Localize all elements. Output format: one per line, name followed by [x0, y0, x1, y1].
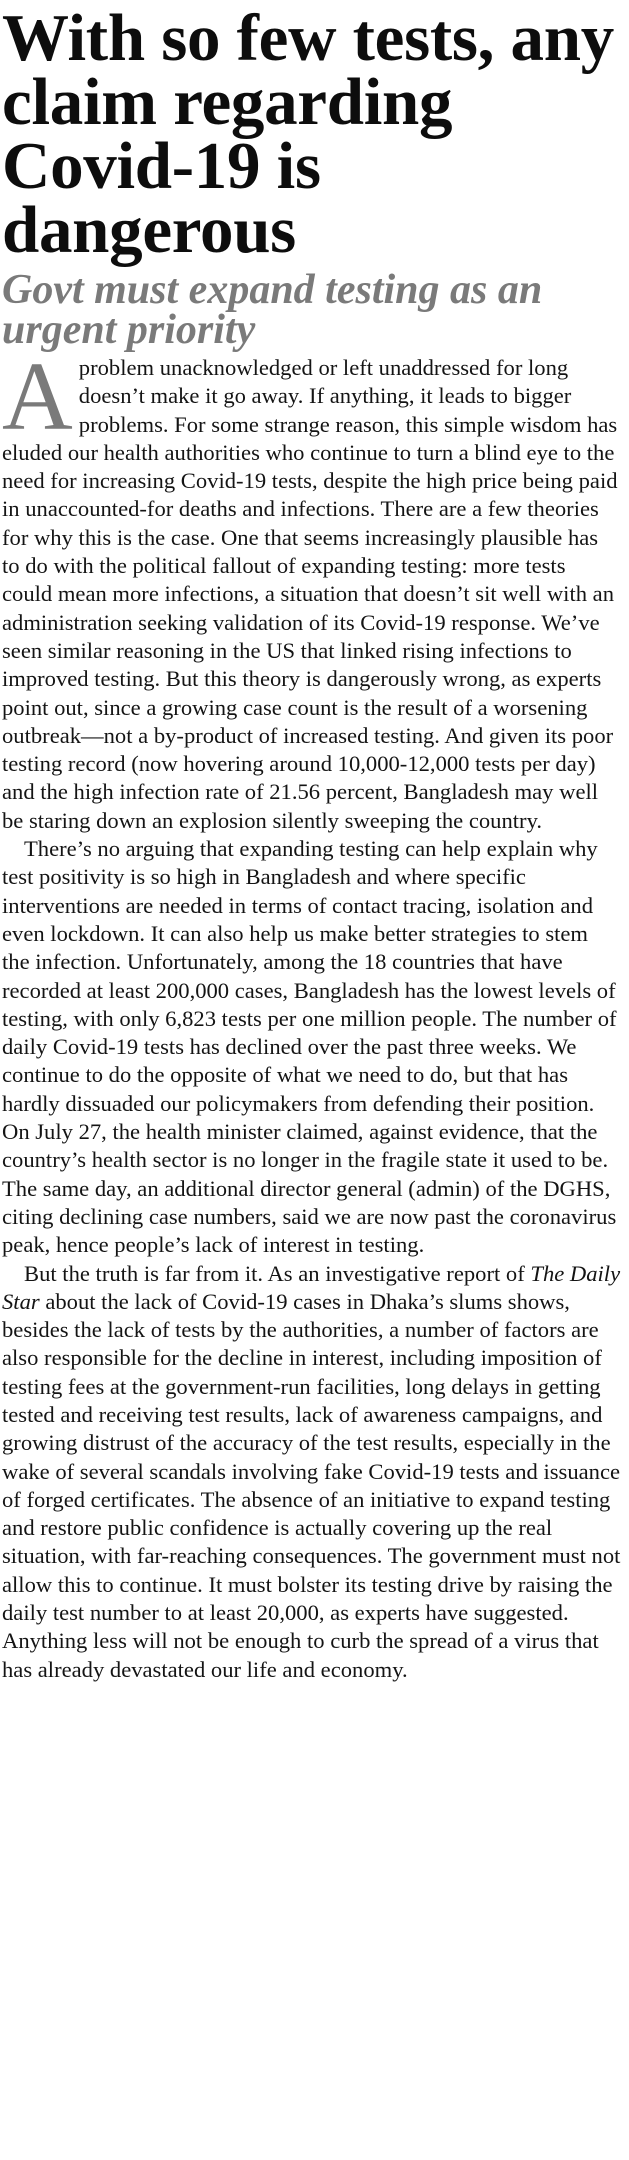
article-body	[2, 343, 621, 1684]
paragraph-1	[2, 343, 621, 835]
headline: With so few tests, any claim regarding Covid-19 is dangerous	[2, 1, 614, 267]
paragraph-2: There’s no arguing that expanding testing can help explain why test positivity is so high in Bangladesh and where specific interventions are needed in terms of contact tracing, isolation and even lockdown. It can also help us make better strategies to stem the infection. Unfortunately, among the 18 countries that have recorded at least 200,000 cases, Bangladesh has the lowest levels of testing, with only 6,823 tests per one million people. The number of daily Covid-19 tests has declined over the past three weeks. We continue to do the opposite of what we need to do, but that has hardly dissuaded our policymakers from defending their position. On July 27, the health minister claimed, against evidence, that the country’s health sector is no longer in the fragile state it used to be. The same day, an additional director general (admin) of the DGHS, citing declining case numbers, said we are now past the coronavirus peak, hence people’s lack of interest in testing.	[2, 836, 617, 1258]
paragraph-3	[2, 1260, 621, 1684]
publication-name: The Daily Star	[2, 1260, 621, 1314]
paragraph-1-text: problem unacknowledged or left unaddressed for long doesn’t make it go away. If anything, it leads to bigger problems. For some strange reason, this simple wisdom has eluded our health authorities who continue to turn a blind eye to the need for increasing Covid-19 tests, despite the high price being paid in unaccounted-for deaths and infections. There are a few theories for why this is the case. One that seems increasingly plausible has to do with the political fallout of expanding testing: more tests could mean more infections, a situation that doesn’t sit well with an administration seeking validation of its Covid-19 response. We’ve seen similar reasoning in the US that linked rising infections to improved testing. But this theory is dangerously wrong, as experts point out, since a growing case count is the result of a worsening outbreak—not a by-product of increased testing. And given its poor testing record (now hovering around 10,000-12,000 tests per day) and the high infection rate of 21.56 percent, Bangladesh may well be staring down an explosion silently sweeping the country.	[2, 355, 618, 833]
paragraph-3-rest: about the lack of Covid-19 cases in Dhaka’s slums shows, besides the lack of tests by the authorities, a number of factors are also responsible for the decline in interest, including imposition of testing fees at the government-run facilities, long delays in getting tested and receiving test results, lack of awareness campaigns, and growing distrust of the accuracy of the test results, especially in the wake of several scandals involving fake Covid-19 tests and issuance of forged certificates. The absence of an initiative to expand testing and restore public confidence is actually covering up the real situation, with far-reaching consequences. The government must not allow this to continue. It must bolster its testing drive by raising the daily test number to at least 20,000, as experts have suggested. Anything less will not be enough to curb the spread of a virus that has already devastated our life and economy.	[2, 1288, 621, 1682]
drop-cap: A	[2, 343, 73, 451]
paragraph-3-lead: But the truth is far from it. As an investigative report of	[24, 1260, 531, 1286]
subheadline: Govt must expand testing as an urgent priority	[2, 267, 543, 353]
